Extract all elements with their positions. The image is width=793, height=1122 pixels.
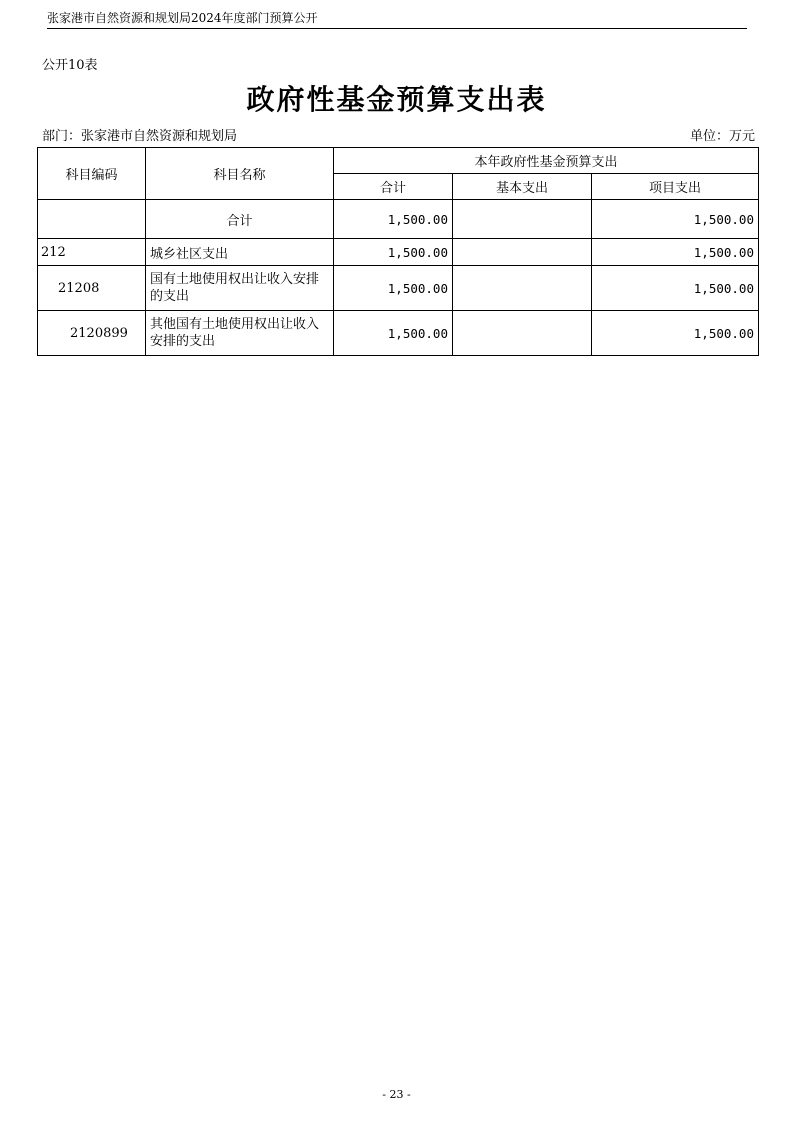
- row-code: [38, 200, 146, 239]
- row-total: 1,500.00: [334, 200, 453, 239]
- row-basic: [453, 239, 592, 266]
- row-name: 合计: [146, 200, 334, 239]
- page-title: 政府性基金预算支出表: [246, 83, 547, 116]
- row-total: 1,500.00: [334, 266, 453, 311]
- department-label: 部门：张家港市自然资源和规划局: [42, 129, 238, 144]
- row-code: 2120899: [38, 311, 146, 356]
- row-code: 212: [38, 239, 146, 266]
- row-project: 1,500.00: [592, 200, 759, 239]
- row-total: 1,500.00: [334, 239, 453, 266]
- budget-table: [37, 147, 759, 356]
- table-row: [38, 239, 759, 266]
- unit-label: 单位：万元: [689, 129, 755, 144]
- row-basic: [453, 200, 592, 239]
- header-basic: 基本支出: [453, 174, 592, 200]
- header-group: 本年政府性基金预算支出: [334, 148, 759, 174]
- table-row: [38, 200, 759, 239]
- header-code: 科目编码: [38, 148, 146, 200]
- running-header: 张家港市自然资源和规划局2024年度部门预算公开: [47, 10, 747, 29]
- row-basic: [453, 266, 592, 311]
- table-number: 公开10表: [42, 58, 98, 73]
- header-project: 项目支出: [592, 174, 759, 200]
- row-code: 21208: [38, 266, 146, 311]
- page-number: - 23 -: [382, 1088, 411, 1101]
- row-name: 国有土地使用权出让收入安排的支出: [146, 266, 334, 311]
- row-total: 1,500.00: [334, 311, 453, 356]
- row-name: 城乡社区支出: [146, 239, 334, 266]
- row-project: 1,500.00: [592, 266, 759, 311]
- row-project: 1,500.00: [592, 311, 759, 356]
- header-total: 合计: [334, 174, 453, 200]
- row-basic: [453, 311, 592, 356]
- table-row: [38, 266, 759, 311]
- header-name: 科目名称: [146, 148, 334, 200]
- row-project: 1,500.00: [592, 239, 759, 266]
- table-row: [38, 311, 759, 356]
- row-name: 其他国有土地使用权出让收入安排的支出: [146, 311, 334, 356]
